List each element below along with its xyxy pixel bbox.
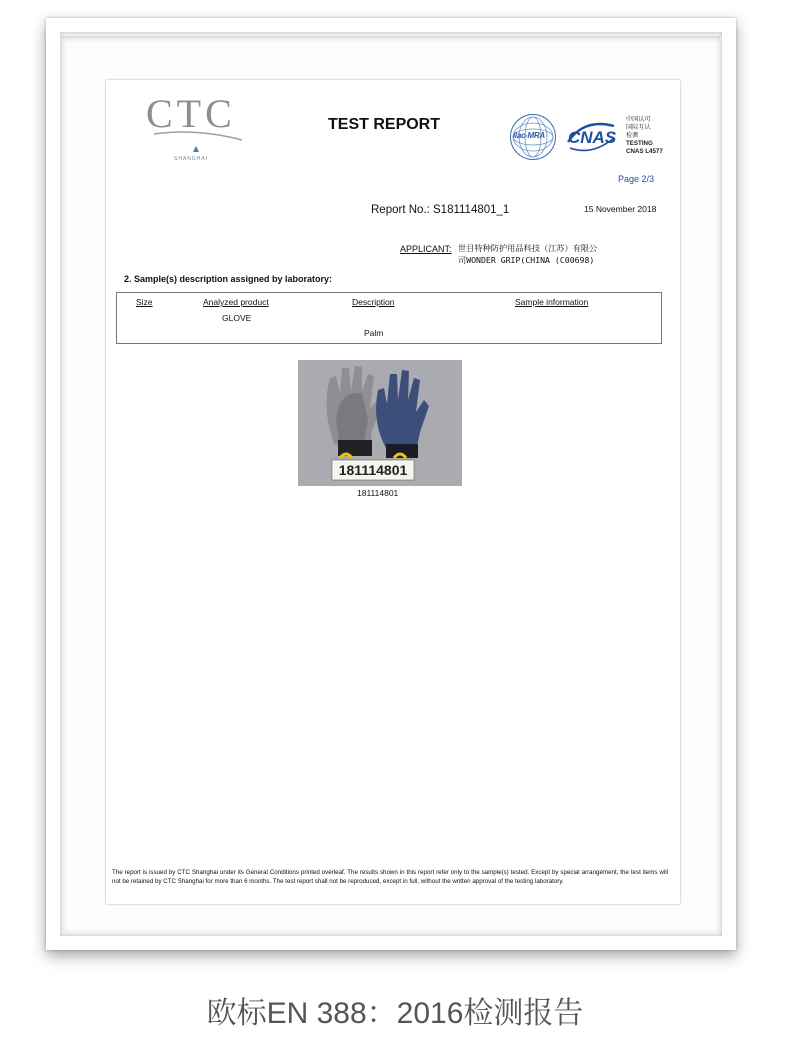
cnas-line: 中国认可 — [626, 116, 651, 123]
table-header-size: Size — [136, 297, 153, 307]
cnas-line: 国际互认 — [626, 124, 651, 131]
photo-caption: 181114801 — [357, 488, 399, 498]
bottom-caption: 欧标EN 388：2016检测报告 — [206, 997, 584, 1030]
applicant-line: 世目特种防护用品科技（江苏）有限公 — [458, 243, 598, 253]
table-header-analyzed-product: Analyzed product — [203, 297, 269, 307]
sample-table — [116, 292, 662, 344]
photo-sample-label: 181114801 — [338, 462, 408, 478]
table-cell-product: GLOVE — [222, 313, 252, 323]
picture-frame — [46, 18, 736, 950]
section-title: 2. Sample(s) description assigned by laboratory: — [124, 274, 333, 284]
report-date: 15 November 2018 — [584, 204, 657, 214]
report-disclaimer: The report is issued by CTC Shanghai under its General Conditions printed overleaf. The results shown in this report refer only to the sample(s) tested. Except by special arrangement, the test items will not be retained by CTC Shanghai for more than 6 months. The test report shall not be reproduced, except in full, without the written approval of the testing laboratory. — [112, 869, 668, 885]
report-number: Report No.: S181114801_1 — [371, 204, 510, 216]
sample-photo — [298, 360, 462, 486]
cnas-line: 检测 — [626, 132, 639, 139]
table-header-sample-information: Sample information — [515, 297, 589, 307]
cnas-label: CNAS — [568, 128, 617, 147]
ctc-logo-text: CTC — [146, 91, 236, 136]
applicant-label: APPLICANT: — [400, 244, 452, 254]
table-cell-description: Palm — [364, 328, 384, 338]
ilac-mra-label: ilac-MRA — [513, 131, 545, 140]
page-number: Page 2/3 — [618, 174, 655, 184]
cnas-accreditation-text — [626, 116, 663, 156]
cnas-line: CNAS L4577 — [626, 148, 663, 155]
applicant-value — [458, 242, 658, 266]
table-header-description: Description — [352, 297, 395, 307]
ilac-mra-logo — [510, 114, 556, 160]
applicant-line: 司WONDER GRIP(CHINA (C00698) — [458, 255, 595, 265]
glove-photo-image — [298, 360, 462, 486]
report-title: TEST REPORT — [328, 116, 441, 133]
ctc-logo-subtext: SHANGHAI — [174, 156, 209, 162]
ctc-logo — [146, 90, 246, 162]
cnas-logo — [564, 116, 618, 156]
report-page — [106, 80, 680, 904]
cnas-line: TESTING — [626, 140, 653, 147]
